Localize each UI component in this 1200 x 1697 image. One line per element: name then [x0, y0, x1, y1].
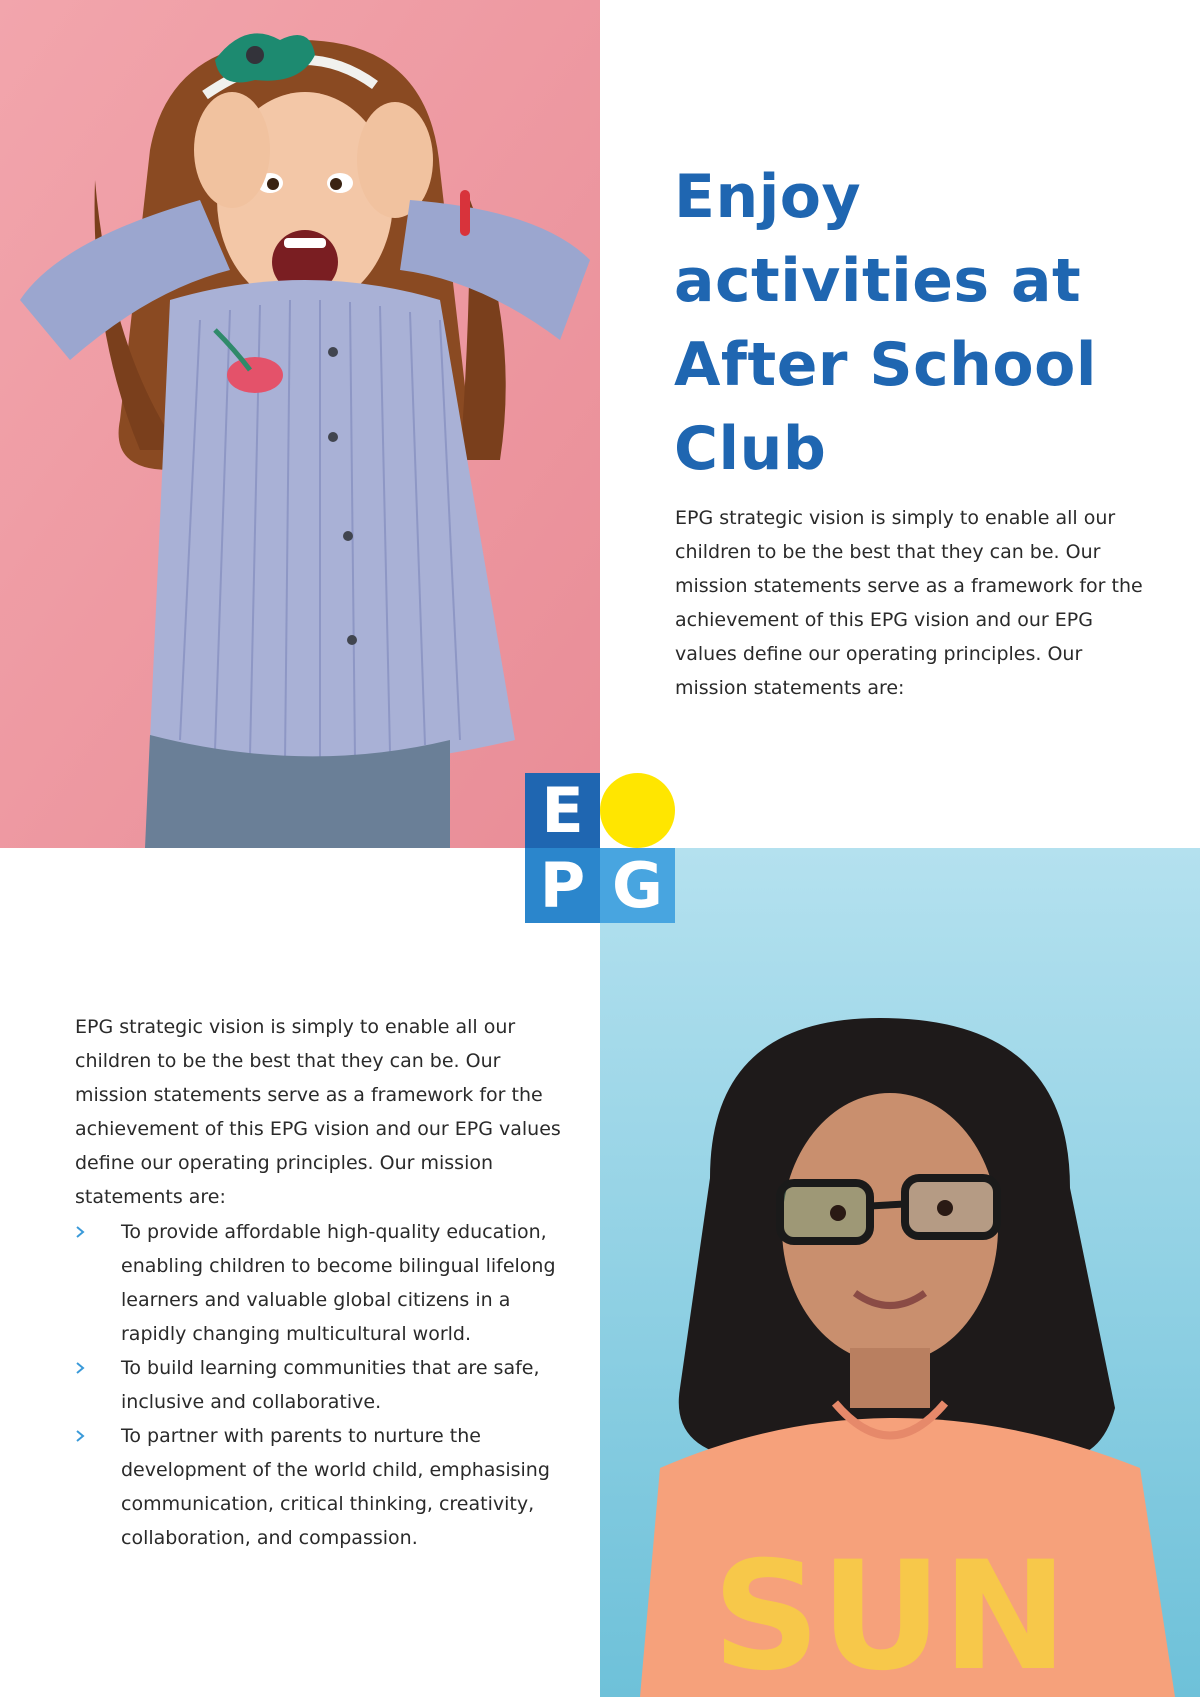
intro-paragraph-bottom: EPG strategic vision is simply to enable all our children to be the best that they can be. Our mission statements serve as a framework for the achievement of this EPG vision and our EPG values define our operating principles. Our mission statements are:	[75, 1016, 561, 1208]
photo-girl-with-glasses	[600, 848, 1200, 1697]
page-title: Enjoy activities at After School Club	[674, 162, 1097, 484]
shirt-print: SUN	[712, 1530, 1068, 1697]
logo-yellow-dot	[600, 773, 675, 848]
logo-letter-e: E	[525, 773, 600, 848]
list-item	[75, 1215, 565, 1351]
mission-text: To build learning communities that are safe, inclusive and collaborative.	[121, 1357, 540, 1413]
epg-logo	[525, 773, 675, 923]
mission-text: To partner with parents to nurture the development of the world child, emphasising communication, critical thinking, creativity, collaboration, and compassion.	[121, 1425, 550, 1549]
intro-paragraph-top: EPG strategic vision is simply to enable all our children to be the best that they can be. Our mission statements serve as a framework for the achievement of this EPG vision and our EPG values define our operating principles. Our mission statements are:	[675, 507, 1143, 699]
mission-list	[75, 1215, 565, 1555]
photo-excited-girl	[0, 0, 600, 848]
logo-letter-p: P	[525, 848, 600, 923]
chevron-right-icon	[75, 1351, 85, 1385]
logo-letter-g: G	[600, 848, 675, 923]
mission-text: To provide affordable high-quality education, enabling children to become bilingual lifelong learners and valuable global citizens in a rapidly changing multicultural world.	[121, 1221, 556, 1345]
chevron-right-icon	[75, 1419, 85, 1453]
chevron-right-icon	[75, 1215, 85, 1249]
list-item	[75, 1419, 565, 1555]
list-item	[75, 1351, 565, 1419]
